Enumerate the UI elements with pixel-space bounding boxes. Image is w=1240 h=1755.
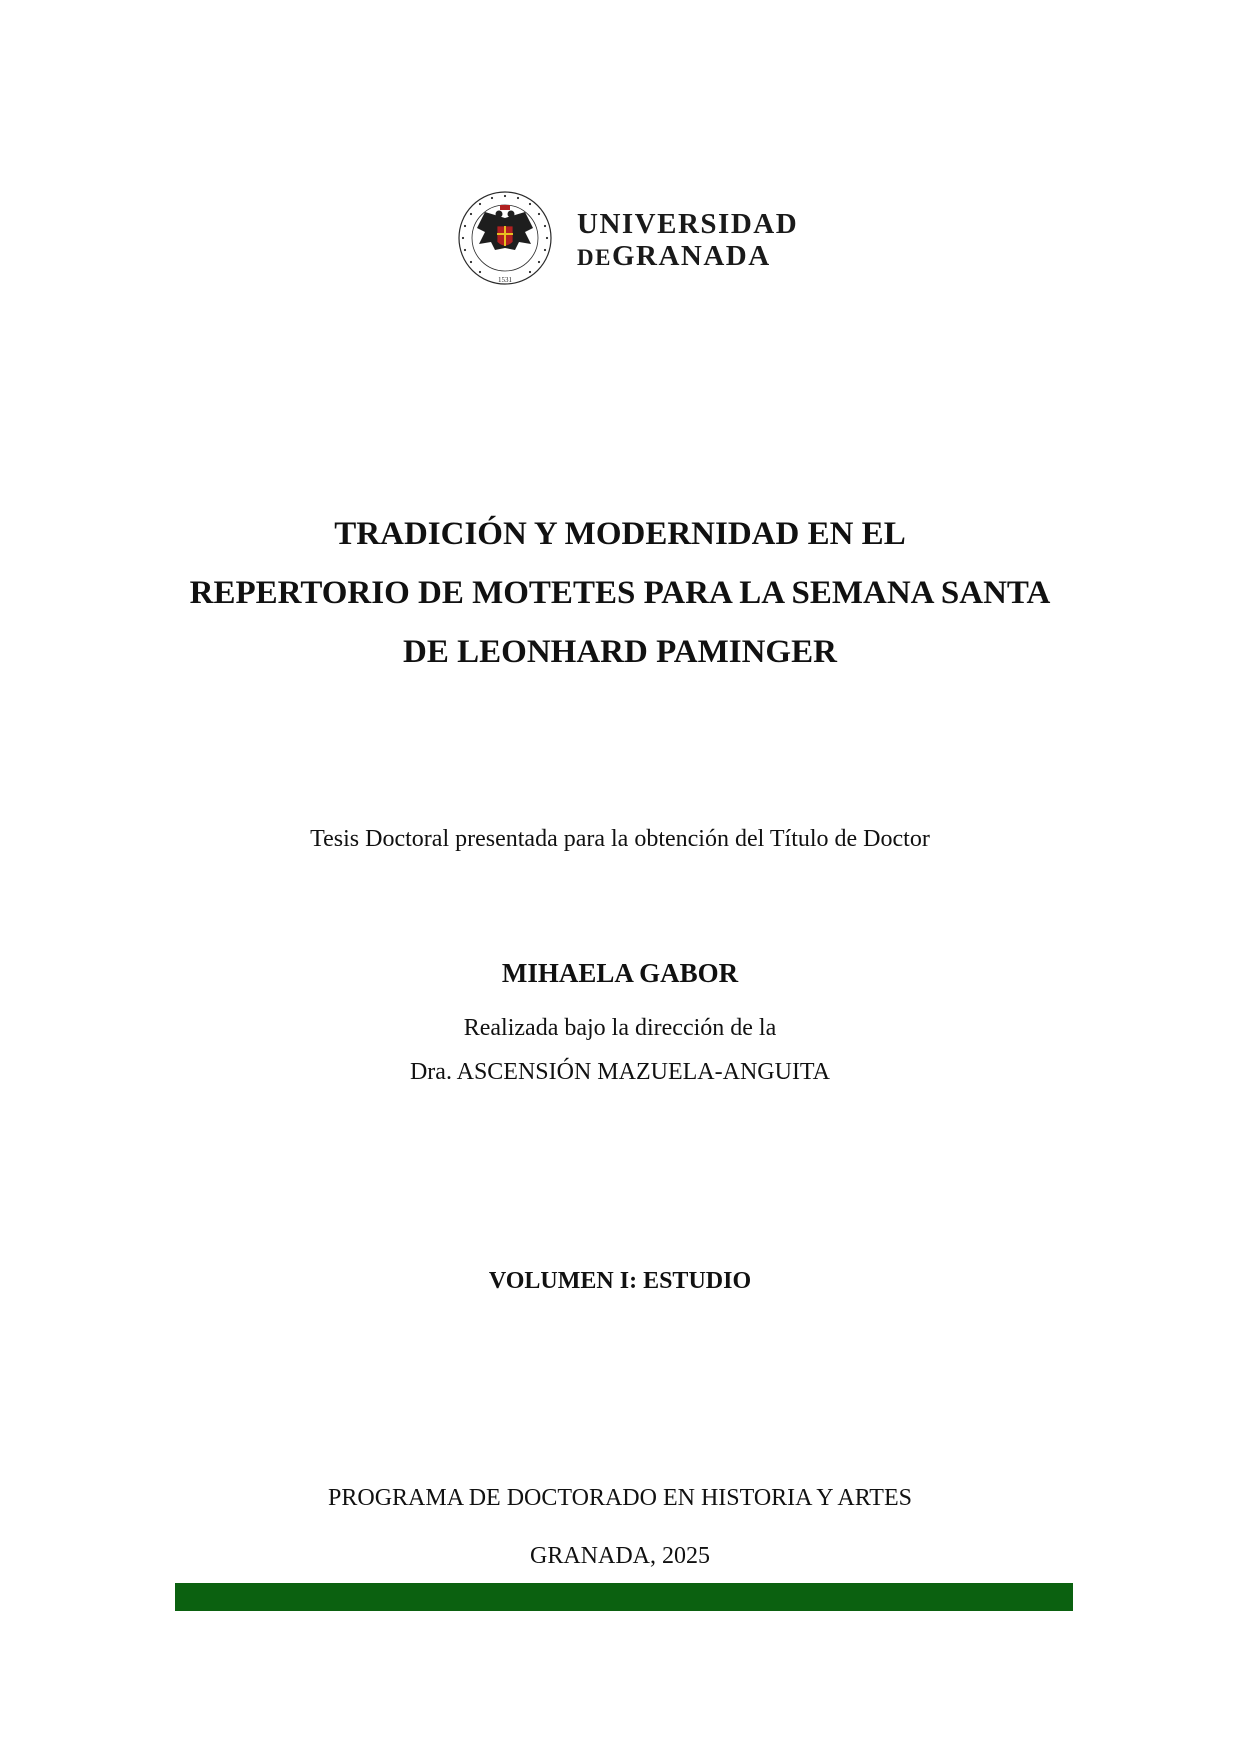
- doctoral-program: PROGRAMA DE DOCTORADO EN HISTORIA Y ARTES: [328, 1485, 912, 1511]
- supervision: [0, 1006, 1240, 1094]
- university-name: [577, 208, 798, 274]
- thesis-title: [0, 505, 1240, 682]
- supervisor-name: Dra. ASCENSIÓN MAZUELA-ANGUITA: [409, 1059, 831, 1085]
- thesis-title-line2: REPERTORIO DE MOTETES PARA LA SEMANA SANTA: [189, 575, 1051, 611]
- university-name-line1: UNIVERSIDAD: [577, 208, 799, 240]
- thesis-title-line1: TRADICIÓN Y MODERNIDAD EN EL: [334, 516, 906, 552]
- university-name-line2: [577, 240, 798, 274]
- place-date: GRANADA, 2025: [530, 1543, 710, 1569]
- thesis-title-line3: DE LEONHARD PAMINGER: [403, 634, 837, 670]
- volume-label: VOLUMEN I: ESTUDIO: [488, 1268, 752, 1294]
- thesis-subtitle: Tesis Doctoral presentada para la obtención del Título de Doctor: [310, 826, 930, 852]
- author-name: MIHAELA GABOR: [501, 958, 739, 988]
- university-name-prefix: DE: [577, 245, 612, 270]
- footer-bar: [175, 1583, 1073, 1611]
- university-seal-icon: [455, 188, 555, 288]
- university-logo: [455, 188, 799, 288]
- supervision-line1: Realizada bajo la dirección de la: [463, 1015, 777, 1041]
- university-name-main: GRANADA: [611, 240, 771, 272]
- seal-year: 1531: [498, 276, 512, 284]
